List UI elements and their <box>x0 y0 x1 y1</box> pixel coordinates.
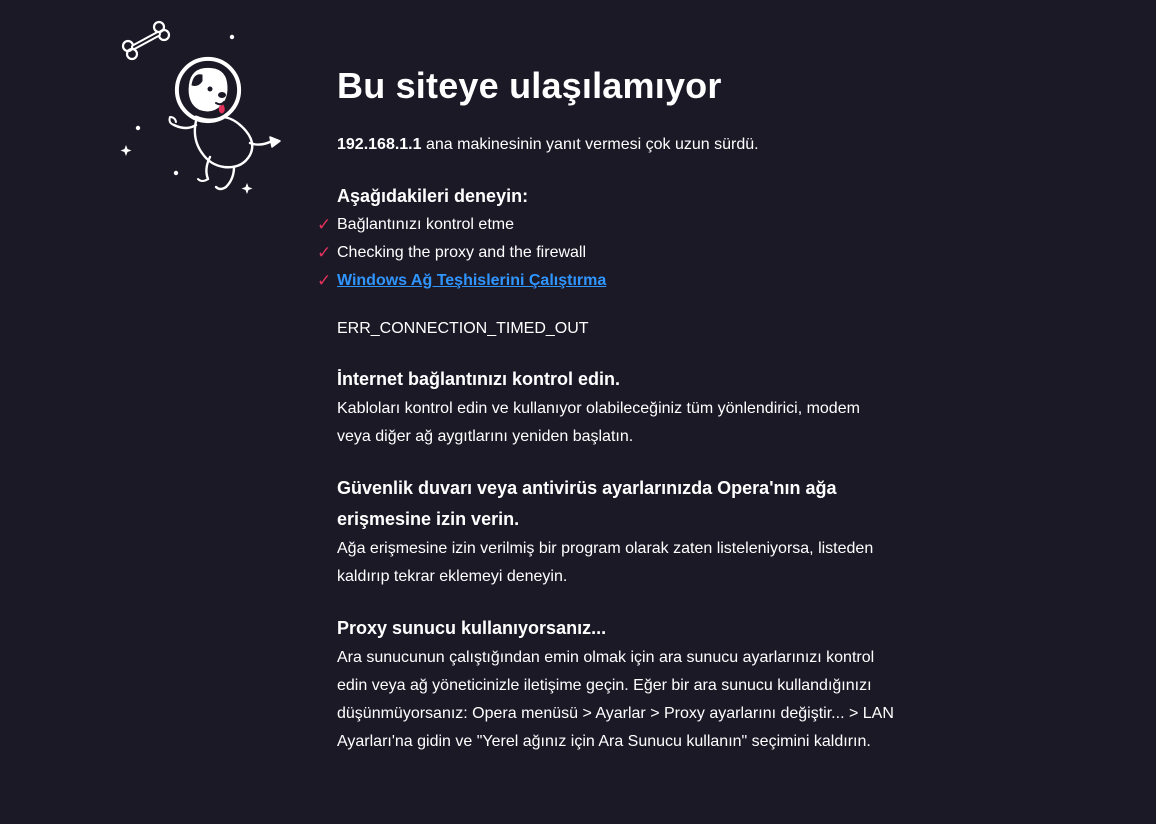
help-section-proxy <box>337 613 897 756</box>
suggestions-heading: Aşağıdakileri deneyin: <box>337 186 529 206</box>
suggestion-check-connection: Bağlantınızı kontrol etme <box>337 216 514 233</box>
astronaut-dog-icon <box>110 15 290 200</box>
section-heading: Proxy sunucu kullanıyorsanız... <box>337 618 607 638</box>
section-body: Ağa erişmesine izin verilmiş bir program olarak zaten listeleniyorsa, listeden kaldırıp tekrar eklemeyi deneyin. <box>337 540 874 585</box>
error-description-text: ana makinesinin yanıt vermesi çok uzun sürdü. <box>421 136 759 153</box>
check-mark-icon: ✓ <box>317 215 332 235</box>
run-network-diagnostics-link[interactable]: Windows Ağ Teşhislerini Çalıştırma <box>337 272 607 289</box>
suggestions-list <box>317 211 897 295</box>
section-body: Kabloları kontrol edin ve kullanıyor olabileceğiniz tüm yönlendirici, modem veya diğer ağ aygıtlarını yeniden başlatın. <box>337 400 860 445</box>
suggestion-check-proxy: Checking the proxy and the firewall <box>337 244 587 261</box>
host-address: 192.168.1.1 <box>337 136 422 153</box>
list-item <box>317 267 897 295</box>
error-code: ERR_CONNECTION_TIMED_OUT <box>337 320 589 337</box>
help-section-internet <box>337 364 897 451</box>
list-item <box>317 239 897 267</box>
section-body: Ara sunucunun çalıştığından emin olmak için ara sunucu ayarlarınızı kontrol edin veya ağ yöneticinizle iletişime geçin. Eğer bir ara sunucu kullandığınızı düşünmüyorsanız: Opera menüsü > Ayarlar > Proxy ayarlarını değiştir... > LAN Ayarları'na gidin ve "Yerel ağınız için Ara Sunucu kullanın" seçimini kaldırın. <box>337 649 894 750</box>
section-heading: İnternet bağlantınızı kontrol edin. <box>337 369 621 389</box>
page-title: Bu siteye ulaşılamıyor <box>337 65 722 106</box>
error-description <box>337 134 897 156</box>
bone-icon <box>123 22 169 59</box>
error-content <box>317 60 897 756</box>
check-mark-icon: ✓ <box>317 243 332 263</box>
section-heading: Güvenlik duvarı veya antivirüs ayarlarınızda Opera'nın ağa erişmesine izin verin. <box>337 478 837 529</box>
check-mark-icon: ✓ <box>317 271 332 291</box>
list-item <box>317 211 897 239</box>
help-section-firewall <box>337 473 897 591</box>
